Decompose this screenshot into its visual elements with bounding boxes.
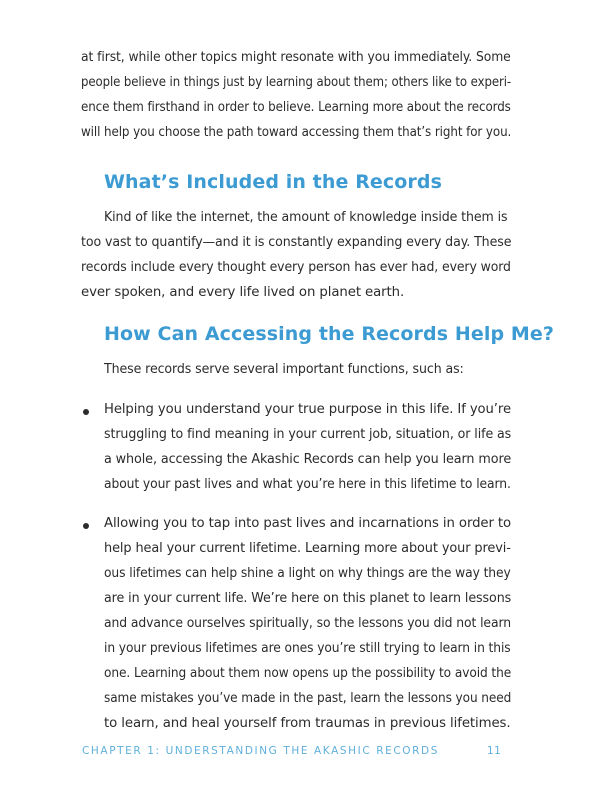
bullet-line: Allowing you to tap into past lives and incarnations in order to [104, 516, 512, 531]
page-number: 11 [487, 745, 502, 757]
bullet-line: struggling to find meaning in your current job, situation, or life as [104, 427, 512, 442]
bullet-line: are in your current life. We’re here on this planet to learn lessons [104, 591, 512, 606]
bullet-line: ous lifetimes can help shine a light on why things are the way they [104, 566, 511, 581]
intro-line: will help you choose the path toward accessing them that’s right for you. [81, 125, 512, 140]
intro-line: people believe in things just by learning about them; others like to experi- [81, 75, 512, 90]
bullet-line: a whole, accessing the Akashic Records can help you learn more [104, 452, 512, 467]
bullet-icon [83, 409, 89, 415]
running-footer-chapter: CHAPTER 1: UNDERSTANDING THE AKASHIC RECORDS [82, 745, 439, 757]
bullet-icon [83, 523, 89, 529]
paragraph-line: records include every thought every person has ever had, every word [81, 260, 511, 275]
paragraph-line: ever spoken, and every life lived on planet earth. [81, 285, 405, 300]
bullet-line: and advance ourselves spiritually, so the lessons you did not learn [104, 616, 511, 631]
bullet-line: Helping you understand your true purpose in this life. If you’re [104, 402, 511, 417]
bullet-line: in your previous lifetimes are ones you’re still trying to learn in this [104, 641, 511, 656]
paragraph-line: Kind of like the internet, the amount of knowledge inside them is [104, 210, 508, 225]
bullet-line: to learn, and heal yourself from traumas in previous lifetimes. [104, 716, 511, 731]
bullet-line: same mistakes you’ve made in the past, learn the lessons you need [104, 691, 512, 706]
bullet-line: help heal your current lifetime. Learning more about your previ- [104, 541, 511, 556]
paragraph-line: too vast to quantify—and it is constantly expanding every day. These [81, 235, 512, 250]
intro-line: ence them firsthand in order to believe. Learning more about the records [81, 100, 511, 115]
section-heading-included: What’s Included in the Records [104, 171, 443, 193]
section2-intro: These records serve several important functions, such as: [104, 362, 464, 377]
intro-line: at first, while other topics might resonate with you immediately. Some [81, 50, 511, 65]
bullet-line: one. Learning about them now opens up the possibility to avoid the [104, 666, 512, 681]
bullet-line: about your past lives and what you’re here in this lifetime to learn. [104, 477, 511, 492]
section-heading-help: How Can Accessing the Records Help Me? [104, 323, 554, 345]
